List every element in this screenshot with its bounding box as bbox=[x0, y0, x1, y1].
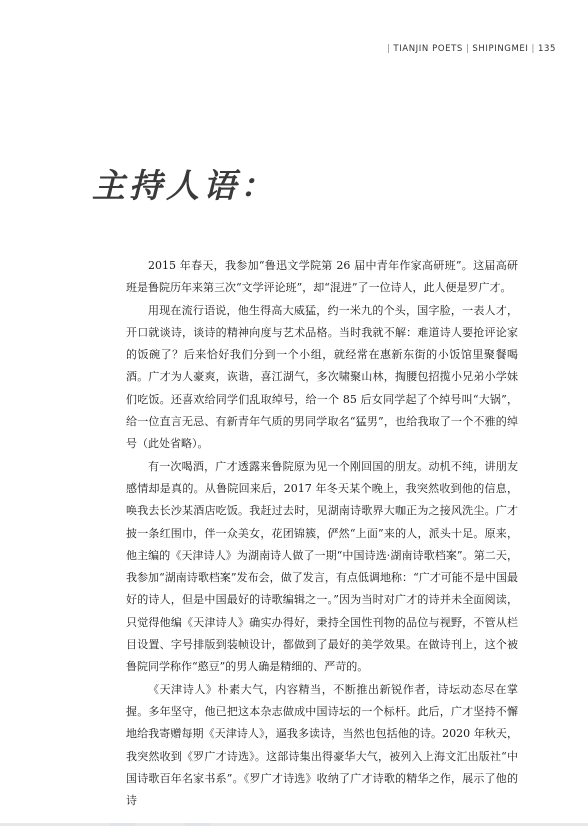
section-title: 主持人语： bbox=[92, 166, 277, 205]
paragraph: 2015 年春天，我参加“鲁迅文学院第 26 届中青年作家高研班”。这届高研班是鲁院历年来第三次“文学评论班”，却“混进”了一位诗人，此人便是罗广才。 bbox=[126, 259, 518, 295]
section-name: SHIPINGMEI bbox=[472, 44, 529, 54]
page-number: 135 bbox=[537, 44, 556, 54]
paragraph: 有一次喝酒，广才透露来鲁院原为见一个刚回国的朋友。动机不纯，讲朋友感情却是真的。从鲁院回来后，2017 年冬天某个晚上，我突然收到他的信息，唤我去长沙某酒店吃饭。我赶过去时，见湖南诗歌界大咖正为之接风洗尘。广才披一条红围巾，伴一众美女，花团锦簇，俨然“上面”来的人，派头十足。原来，他主编的《天津诗人》为湖南诗人做了一期“中国诗选·湖南诗歌档案”。第二天，我参加“湖南诗歌档案”发布会，做了发言，有点低调地称：“广才可能不是中国最好的诗人，但是中国最好的诗歌编辑之一。”因为当时对广才的诗并未全面阅读，只觉得他编《天津诗人》确实办得好，秉持全国性刊物的品位与视野，不管从栏目设置、字号排版到装帧设计，都做到了最好的美学效果。在做诗刊上，这个被鲁院同学称作“憨豆”的男人确是精细的、严苛的。 bbox=[126, 459, 518, 674]
journal-name: TIANJIN POETS bbox=[393, 44, 463, 54]
paragraph: 用现在流行语说，他生得高大威猛，约一米九的个头，国字脸，一表人才，开口就谈诗，谈诗的精神向度与艺术品格。当时我就不解：难道诗人要抢评论家的饭碗了？后来恰好我们分到一个小组，就经常在惠新东街的小饭馆里聚餐喝酒。广才为人豪爽，诙谐，喜江湖气，多次啸聚山林，掏腰包招揽小兄弟小学妹们吃饭。还喜欢给同学们乱取绰号，给一个 85 后女同学起了个绰号叫“大锅”，给一位直言无忌、有新青年气质的男同学取名“猛男”，也给我取了一个不雅的绰号（此处省略）。 bbox=[126, 303, 518, 451]
running-head-divider: | bbox=[531, 44, 535, 54]
running-head bbox=[384, 44, 556, 54]
paragraph: 《天津诗人》朴素大气，内容精当，不断推出新锐作者，诗坛动态尽在掌握。多年坚守，他已把这本杂志做成中国诗坛的一个标杆。此后，广才坚持不懈地给我寄赠每期《天津诗人》，逼我多读诗，当然也包括他的诗。2020 年秋天，我突然收到《罗广才诗选》。这部诗集出得豪华大气，被列入上海文汇出版社“中国诗歌百年名家书系”。《罗广才诗选》收纳了广才诗歌的精华之作，展示了他的诗 bbox=[126, 682, 518, 808]
body-text bbox=[126, 255, 518, 812]
running-head-divider: | bbox=[465, 44, 470, 54]
running-head-divider: | bbox=[386, 44, 391, 54]
